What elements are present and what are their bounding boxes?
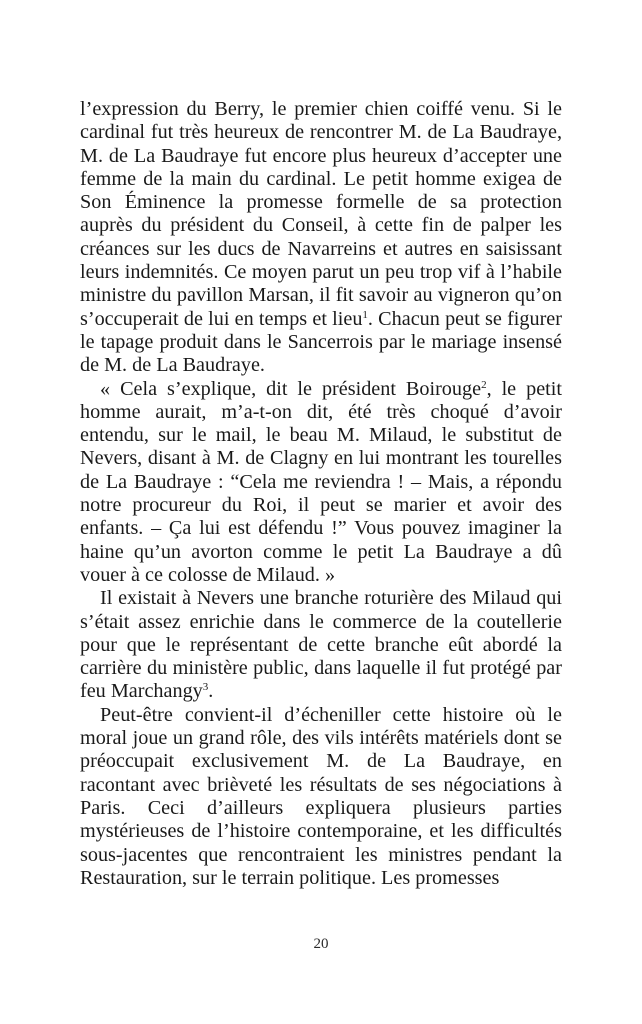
- paragraph-4-part-1: Peut-être convient-il d’écheniller cette histoire où le moral joue un grand rôle, des vils intérêts matériels dont se préoccupait exclusivement M. de La Baudraye, en racontant avec brièveté les résultats de ses négociations à Paris. Ceci d’ailleurs expliquera plusieurs parties mystérieuses de l’histoire contemporaine, et les difficultés sous-jacentes que rencontraient les ministres pendant la Restauration, sur le terrain politique. Les promesses: [80, 703, 562, 889]
- footnote-ref-3: 3: [202, 681, 209, 694]
- paragraph-3: [80, 587, 562, 703]
- paragraph-1: [80, 98, 562, 378]
- paragraph-3-part-2: .: [208, 680, 214, 703]
- body-text: [80, 98, 562, 890]
- paragraph-1-part-2: . Chacun peut se figurer le tapage produit dans le Sancerrois par le mariage insensé de M. de La Baudraye.: [80, 307, 562, 377]
- paragraph-3-part-1: Il existait à Nevers une branche roturière des Milaud qui s’était assez enrichie dans le commerce de la coutellerie pour que le représentant de cette branche eût abordé la carrière du ministère public, dans laquelle il fut protégé par feu Marchangy: [80, 587, 562, 703]
- paragraph-2: [80, 378, 562, 588]
- paragraph-1-part-1: l’expression du Berry, le premier chien coiffé venu. Si le cardinal fut très heureux de rencontrer M. de La Baudraye, M. de La Baudraye fut encore plus heureux d’accepter une femme de la main du cardinal. Le petit homme exigea de Son Éminence la promesse formelle de sa protection auprès du président du Conseil, à cette fin de palper les créances sur les ducs de Navarreins et autres en saisissant leurs indemnités. Ce moyen parut un peu trop vif à l’habile ministre du pavillon Marsan, il fit savoir au vigneron qu’on s’occuperait de lui en temps et lieu: [80, 98, 562, 330]
- footnote-ref-1: 1: [362, 308, 368, 321]
- footnote-ref-2: 2: [481, 378, 487, 391]
- paragraph-2-part-1: « Cela s’explique, dit le président Boirouge: [100, 377, 482, 400]
- paragraph-2-part-2: , le petit homme aurait, m’a-t-on dit, été très choqué d’avoir entendu, sur le mail, le beau M. Milaud, le substitut de Nevers, disant à M. de Clagny en lui montrant les tourelles de La Baudraye : “Cela me reviendra ! – Mais, a répondu notre procureur du Roi, il peut se marier et avoir des enfants. – Ça lui est défendu !” Vous pouvez imaginer la haine qu’un avorton comme le petit La Baudraye a dû vouer à ce colosse de Milaud. »: [80, 377, 562, 586]
- paragraph-4: [80, 704, 562, 890]
- page-number: 20: [313, 936, 329, 952]
